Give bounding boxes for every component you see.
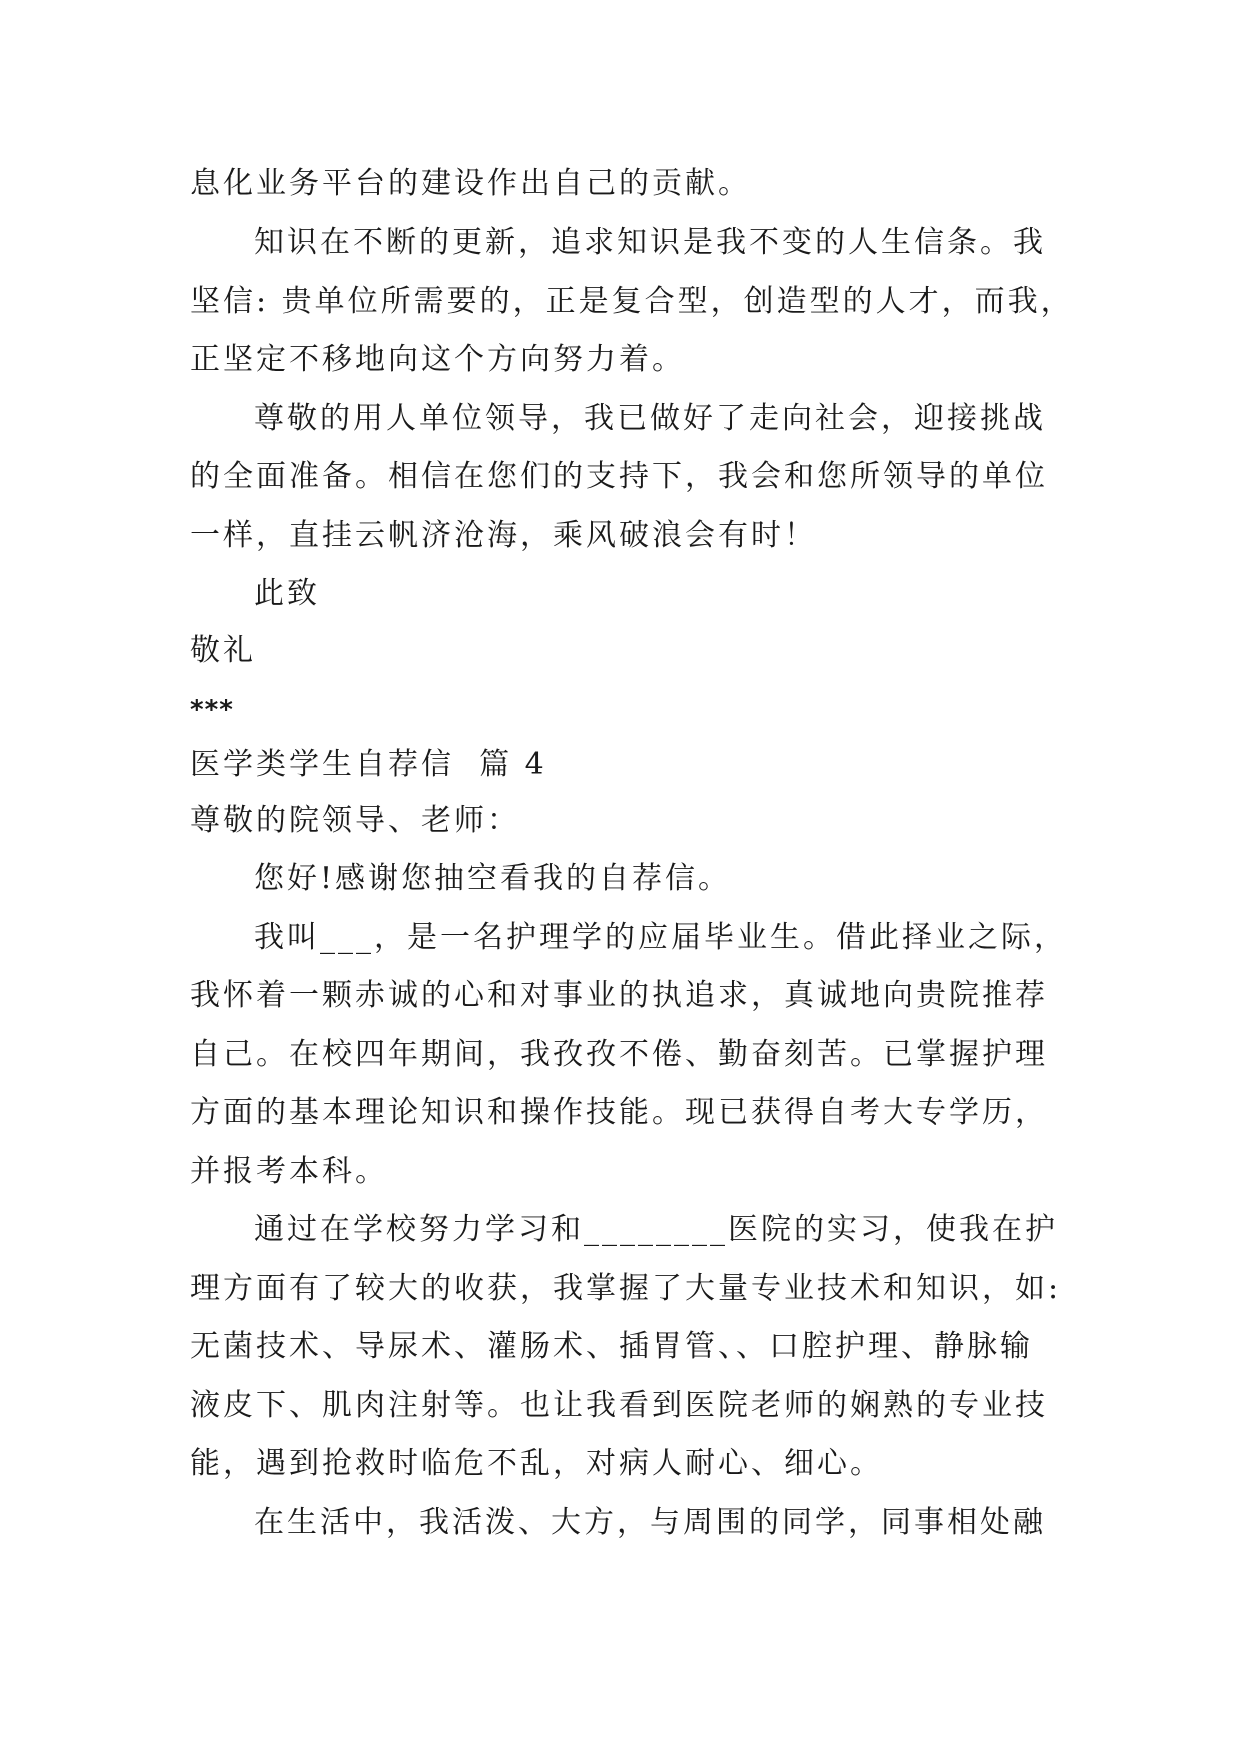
text-line: 一样，直挂云帆济沧海，乘风破浪会有时！ bbox=[190, 518, 817, 553]
text-line: 您好!感谢您抽空看我的自荐信。 bbox=[254, 861, 732, 896]
section-separator: *** bbox=[190, 695, 234, 725]
text-line: 知识在不断的更新，追求知识是我不变的人生信条。我 bbox=[254, 225, 1046, 260]
text-line: 坚信: 贵单位所需要的，正是复合型，创造型的人才，而我， bbox=[190, 284, 1074, 319]
text-line: 的全面准备。相信在您们的支持下，我会和您所领导的单位 bbox=[190, 459, 1048, 494]
text-line: 并报考本科。 bbox=[190, 1154, 388, 1189]
text-line: 息化业务平台的建设作出自己的贡献。 bbox=[190, 166, 751, 201]
text-line: 通过在学校努力学习和________医院的实习，使我在护 bbox=[254, 1212, 1058, 1247]
text-line: 尊敬的用人单位领导，我已做好了走向社会，迎接挑战 bbox=[254, 401, 1046, 436]
closing-phrase: 此致 bbox=[254, 576, 320, 611]
text-line: 能，遇到抢救时临危不乱，对病人耐心、细心。 bbox=[190, 1446, 883, 1481]
salutation: 尊敬的院领导、老师： bbox=[190, 803, 520, 838]
text-line: 在生活中，我活泼、大方，与周围的同学，同事相处融 bbox=[254, 1505, 1046, 1540]
closing-salute: 敬礼 bbox=[190, 633, 256, 668]
text-line: 无菌技术、导尿术、灌肠术、插胃管、、口腔护理、静脉输 bbox=[190, 1329, 1033, 1364]
text-line: 我叫___，是一名护理学的应届毕业生。借此择业之际， bbox=[254, 920, 1067, 955]
text-line: 方面的基本理论知识和操作技能。现已获得自考大专学历， bbox=[190, 1095, 1048, 1130]
text-line: 液皮下、肌肉注射等。也让我看到医院老师的娴熟的专业技 bbox=[190, 1388, 1048, 1423]
text-line: 理方面有了较大的收获，我掌握了大量专业技术和知识，如: bbox=[190, 1271, 1062, 1306]
section-title: 医学类学生自荐信 篇 4 bbox=[190, 747, 547, 782]
text-line: 我怀着一颗赤诚的心和对事业的执追求，真诚地向贵院推荐 bbox=[190, 978, 1048, 1013]
text-line: 正坚定不移地向这个方向努力着。 bbox=[190, 342, 685, 377]
text-line: 自己。在校四年期间，我孜孜不倦、勤奋刻苦。已掌握护理 bbox=[190, 1037, 1048, 1072]
